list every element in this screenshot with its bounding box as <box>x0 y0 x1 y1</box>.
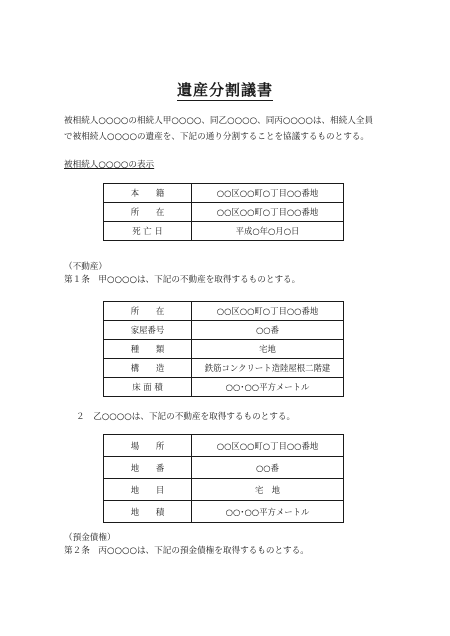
table-label: 構 造 <box>104 359 192 378</box>
table-value: ○○区○○町○丁目○○番地 <box>192 203 344 222</box>
table-value: ○○区○○町○丁目○○番地 <box>192 184 344 203</box>
document-title-text: 遺産分割議書 <box>176 81 273 99</box>
table-label: 地 積 <box>104 501 192 523</box>
table-value: 宅地 <box>192 340 344 359</box>
table-label: 床 面 積 <box>104 378 192 397</box>
table-label: 家屋番号 <box>104 321 192 340</box>
document-title <box>0 79 450 100</box>
table-label: 所 在 <box>104 203 192 222</box>
table-label: 種 類 <box>104 340 192 359</box>
table-label: 所 在 <box>104 302 192 321</box>
decedent-table <box>103 183 344 241</box>
table-row <box>104 222 344 241</box>
article-1: 第１条 甲○○○○は、下記の不動産を取得するものとする。 <box>64 275 301 285</box>
table-row <box>104 340 344 359</box>
table-row <box>104 302 344 321</box>
real-estate-heading: （不動産） <box>64 262 107 272</box>
table-row <box>104 321 344 340</box>
table-row <box>104 435 344 457</box>
table-row <box>104 359 344 378</box>
table-value: 平成○年○月○日 <box>192 222 344 241</box>
building-table <box>103 301 344 397</box>
decedent-heading: 被相続人○○○○の表示 <box>64 160 155 170</box>
article-2: 第２条 丙○○○○は、下記の預金債権を取得するものとする。 <box>64 546 309 556</box>
table-value: ○○番 <box>192 457 344 479</box>
table-row <box>104 378 344 397</box>
table-row <box>104 203 344 222</box>
table-label: 地 番 <box>104 457 192 479</box>
table-value: ○○区○○町○丁目○○番地 <box>192 302 344 321</box>
table-value: ○○番 <box>192 321 344 340</box>
table-value: ○○区○○町○丁目○○番地 <box>192 435 344 457</box>
table-value: 宅 地 <box>192 479 344 501</box>
table-row <box>104 479 344 501</box>
table-value: ○○･○○平方メートル <box>192 501 344 523</box>
table-label: 場 所 <box>104 435 192 457</box>
table-row <box>104 184 344 203</box>
intro-line-2: で被相続人○○○○の遺産を、下記の通り分割することを協議するものとする。 <box>64 132 369 142</box>
table-value: 鉄筋コンクリート造陸屋根二階建 <box>192 359 344 378</box>
table-label: 地 目 <box>104 479 192 501</box>
intro-line-1: 被相続人○○○○の相続人甲○○○○、同乙○○○○、同丙○○○○は、相続人全員 <box>64 116 374 126</box>
table-label: 死 亡 日 <box>104 222 192 241</box>
table-row <box>104 457 344 479</box>
table-row <box>104 501 344 523</box>
table-label: 本 籍 <box>104 184 192 203</box>
article-1-clause-2: ２ 乙○○○○は、下記の不動産を取得するものとする。 <box>76 412 296 422</box>
land-table <box>103 434 344 523</box>
table-value: ○○･○○平方メートル <box>192 378 344 397</box>
deposit-heading: （預金債権） <box>64 533 116 543</box>
